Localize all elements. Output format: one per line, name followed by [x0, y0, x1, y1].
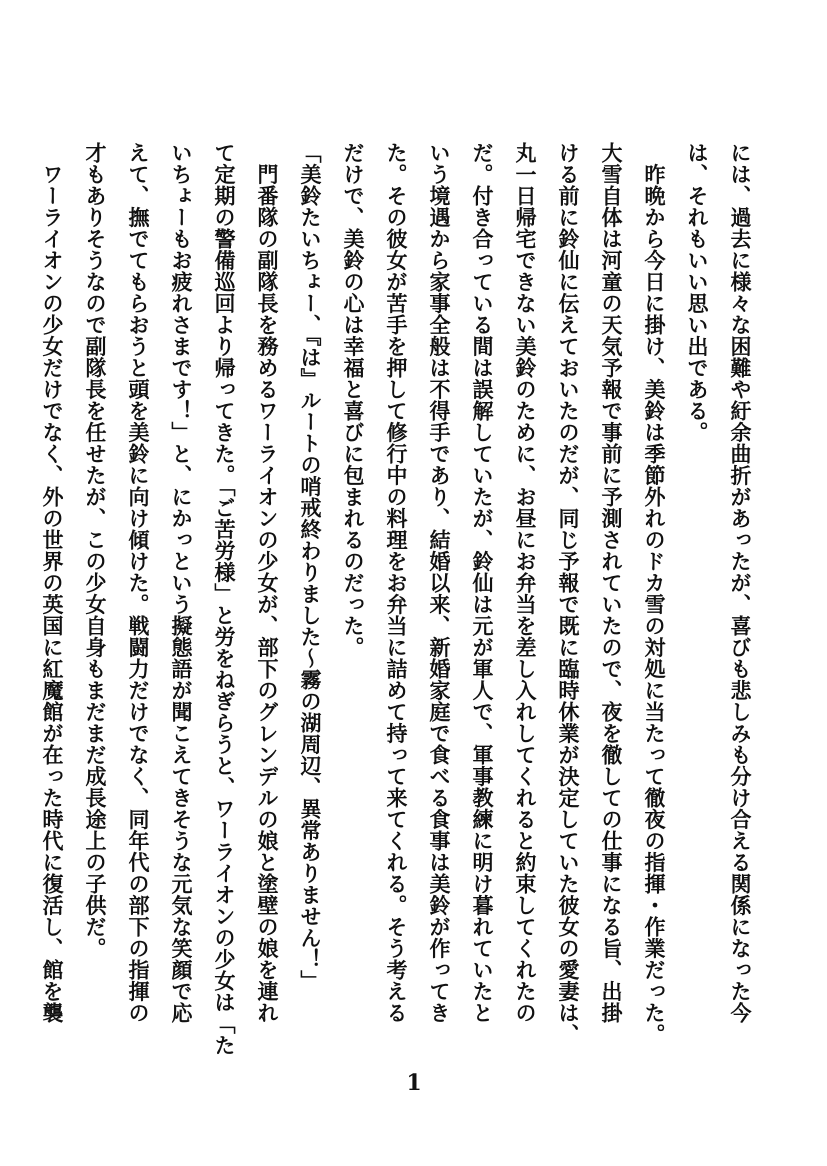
page-number: 1: [406, 1070, 422, 1096]
text-line: ワーライオンの少女だけでなく、外の世界の英国に紅魔館が在った時代に復活し、館を襲: [40, 142, 64, 1024]
text-line: いちょーもお疲れさまです！」と、にかっという擬態語が聞こえてきそうな元気な笑顔で応: [169, 142, 193, 1024]
text-line: 昨晩から今日に掛け、美鈴は季節外れのドカ雪の対処に当たって徹夜の指揮・作業だった。: [642, 142, 666, 1045]
text-line: 才もありそうなので副隊長を任せたが、この少女自身もまだまだ成長途上の子供だ。: [83, 142, 107, 959]
text-line: は、それもいい思い出である。: [685, 142, 709, 443]
text-line: だけで、美鈴の心は幸福と喜びに包まれるのだった。: [341, 142, 365, 658]
text-line: だ。付き合っている間は誤解していたが、鈴仙は元が軍人で、軍事教練に明け暮れていたと: [470, 142, 494, 1024]
text-line: 「美鈴たいちょー、『は』ルートの哨戒終わりました～霧の湖周辺、異常ありません！」: [298, 142, 322, 992]
text-line: 大雪自体は河童の天気予報で事前に予測されていたので、夜を徹しての仕事になる旨、出掛: [599, 142, 623, 1024]
text-line: ける前に鈴仙に伝えておいたのだが、同じ予報で既に臨時休業が決定していた彼女の愛妻は、: [556, 142, 580, 1045]
text-line: 門番隊の副隊長を務めるワーライオンの少女が、部下のグレンデルの娘と塗壁の娘を連れ: [255, 142, 279, 1024]
text-line: には、過去に様々な困難や紆余曲折があったが、喜びも悲しみも分け合える関係になった今: [728, 142, 752, 1024]
text-line: て定期の警備巡回より帰ってきた。「ご苦労様」と労をねぎらうと、ワーライオンの少女は「た: [212, 142, 236, 1056]
vertical-text-body: [30, 142, 761, 1067]
text-line: 丸一日帰宅できない美鈴のために、お昼にお弁当を差し入れしてくれると約束してくれたの: [513, 142, 537, 1024]
text-line: た。その彼女が苦手を押して修行中の料理をお弁当に詰めて持って来てくれる。そう考える: [384, 142, 408, 1024]
text-line: いう境遇から家事全般は不得手であり、結婚以来、新婚家庭で食べる食事は美鈴が作ってき: [427, 142, 451, 1024]
text-line: えて、撫でてもらおうと頭を美鈴に向け傾けた。戦闘力だけでなく、同年代の部下の指揮の: [126, 142, 150, 1024]
